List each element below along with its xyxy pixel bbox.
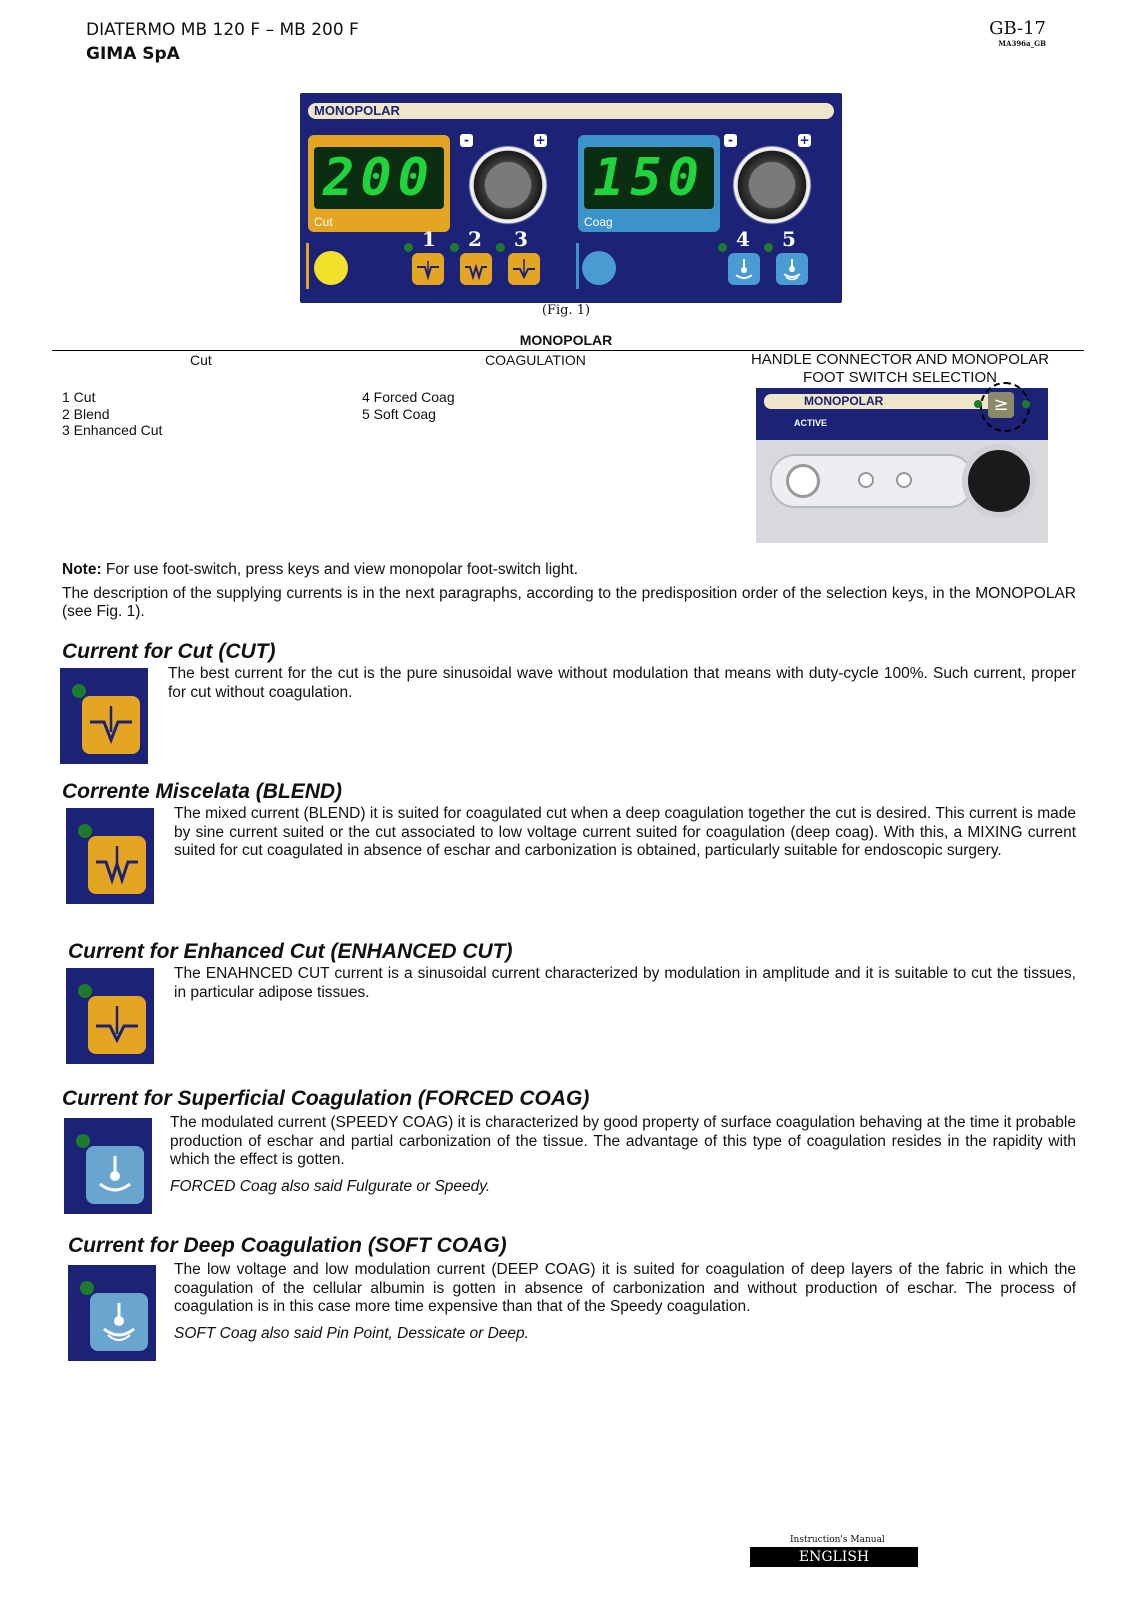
list-item: 1 Cut [62, 389, 96, 405]
cut-plus-icon: + [535, 133, 546, 147]
cut-display-box [308, 135, 450, 232]
section-title-soft-coag: Current for Deep Coagulation (SOFT COAG) [68, 1234, 507, 1257]
document-header-left [86, 20, 359, 64]
handle-header-line1: HANDLE CONNECTOR AND MONOPOLAR [750, 351, 1050, 368]
section-text: The ENAHNCED CUT current is a sinusoidal current characterized by modulation in amplitude and it is suitable to cut the tissues, in particular adipose tissues. [174, 965, 1076, 1001]
list-item: 4 Forced Coag [362, 389, 455, 405]
section-note: FORCED Coag also said Fulgurate or Speedy. [170, 1177, 491, 1195]
cut-minus-icon: - [460, 134, 473, 147]
blend-button-icon [88, 836, 146, 894]
forced-coag-key-icon [728, 253, 760, 285]
connector-led [1022, 400, 1030, 408]
coag-modes-list [362, 389, 455, 422]
key-2-led [450, 243, 459, 252]
section-text: The modulated current (SPEEDY COAG) it is characterized by good property of surface coagulation behaving at the time it probable production of eschar and partial carbonization of the tissue. The advantage of this type of coagulation resides in the rapidity with which the effect is gotten. [170, 1114, 1076, 1168]
coag-knob [732, 145, 812, 225]
coag-display-box [578, 135, 720, 232]
section-title-cut: Current for Cut (CUT) [62, 640, 276, 663]
socket-pin-icon [858, 472, 874, 488]
cut-modes-list [62, 389, 162, 439]
cut-display-label: Cut [314, 215, 333, 229]
panel-title: MONOPOLAR [308, 103, 834, 119]
list-item: 2 Blend [62, 405, 110, 422]
section-title-blend: Corrente Miscelata (BLEND) [62, 780, 343, 803]
coag-display-label: Coag [584, 215, 613, 229]
description-paragraph: The description of the supplying currents is in the next paragraphs, according to the predisposition order of the selection keys, in the MONOPOLAR (see Fig. 1). [62, 585, 1076, 620]
section-body-enhanced-cut [174, 965, 1076, 1002]
section-body-soft-coag [174, 1261, 1076, 1343]
blend-key-icon [460, 253, 492, 285]
active-label: ACTIVE [794, 418, 828, 428]
soft-coag-mode-icon [68, 1265, 156, 1361]
coag-indicator-bar [576, 243, 579, 289]
cut-display: 200 [314, 147, 444, 209]
enhanced-cut-button-icon [88, 996, 146, 1054]
key-4-led [718, 243, 727, 252]
note-paragraph [62, 561, 578, 579]
section-title-enhanced-cut: Current for Enhanced Cut (ENHANCED CUT) [68, 940, 513, 963]
key-3-number: 3 [514, 227, 528, 251]
forced-coag-button-icon [86, 1146, 144, 1204]
cut-mode-icon [60, 668, 148, 764]
enhanced-cut-key-icon [508, 253, 540, 285]
page-number: GB-17 [989, 18, 1046, 39]
key-2-number: 2 [468, 227, 482, 251]
forced-coag-mode-icon [64, 1118, 152, 1214]
connector-plate [756, 440, 1048, 543]
blend-mode-icon [66, 808, 154, 904]
key-5-number: 5 [782, 227, 796, 251]
note-text: For use foot-switch, press keys and view monopolar foot-switch light. [101, 561, 578, 578]
footswitch-led [974, 400, 982, 408]
note-label: Note: [62, 561, 102, 578]
soft-coag-button-icon [90, 1293, 148, 1351]
key-3-led [496, 243, 505, 252]
coag-plus-icon: + [799, 133, 810, 147]
cut-key-icon [412, 253, 444, 285]
socket-pin-icon [896, 472, 912, 488]
handle-connector-figure [756, 388, 1048, 543]
list-item: 3 Enhanced Cut [62, 422, 163, 438]
coagulation-column-header: COAGULATION [485, 352, 586, 368]
cut-knob [468, 145, 548, 225]
key-5-led [764, 243, 773, 252]
list-item: 5 Soft Coag [362, 405, 436, 422]
coag-display: 150 [584, 147, 714, 209]
key-1-led [404, 243, 413, 252]
cut-active-light [314, 251, 348, 285]
footswitch-socket-icon [962, 444, 1036, 518]
handle-header-line2: FOOT SWITCH SELECTION [803, 369, 997, 386]
section-note: SOFT Coag also said Pin Point, Dessicate or Deep. [174, 1324, 529, 1342]
cut-indicator-bar [306, 243, 309, 289]
key-4-number: 4 [736, 227, 750, 251]
section-text: The low voltage and low modulation current (DEEP COAG) it is suited for coagulation of deep layers of the fabric in which the coagulation of the cellular albumin is gotten in absence of carbonization and without production of eschar. The process of coagulation is in this case more time expensive than that of the Speedy coagulation. [174, 1261, 1076, 1315]
soft-coag-key-icon [776, 253, 808, 285]
footer-language-badge: ENGLISH [750, 1547, 918, 1567]
figure-caption: (Fig. 1) [541, 303, 591, 318]
coag-minus-icon: - [724, 134, 737, 147]
section-body-blend [174, 805, 1076, 861]
monopolar-panel-figure [300, 93, 842, 303]
company-name: GIMA SpA [86, 44, 180, 64]
document-code: MA396a_GB [998, 39, 1046, 48]
section-title-forced-coag: Current for Superficial Coagulation (FORCED COAG) [62, 1087, 590, 1110]
section-body-cut [168, 665, 1076, 702]
monopolar-table-title: MONOPOLAR [519, 332, 613, 348]
section-text: The best current for the cut is the pure sinusoidal wave without modulation that means with duty-cycle 100%. Such current, proper for cut without coagulation. [168, 665, 1076, 701]
active-socket-icon [786, 464, 820, 498]
footswitch-key-icon: ≥ [988, 392, 1014, 418]
footer-manual-label: Instruction's Manual [790, 1535, 885, 1545]
section-body-forced-coag [170, 1114, 1076, 1196]
key-1-number: 1 [422, 227, 436, 251]
cut-button-icon [82, 696, 140, 754]
coag-active-light [582, 251, 616, 285]
connector-title: MONOPOLAR [764, 394, 994, 409]
enhanced-cut-mode-icon [66, 968, 154, 1064]
section-text: The mixed current (BLEND) it is suited for coagulated cut when a deep coagulation together the cut is desired. This current is made by sine current suited or the cut associated to low voltage current suited for coagulation (deep coag). With this, a MIXING current suited for cut coagulated in absence of eschar and carbonization is obtained, particularly suitable for endoscopic surgery. [174, 805, 1076, 859]
document-header-right [989, 18, 1046, 48]
model-name: DIATERMO MB 120 F – MB 200 F [86, 20, 359, 40]
cut-column-header: Cut [190, 352, 212, 368]
